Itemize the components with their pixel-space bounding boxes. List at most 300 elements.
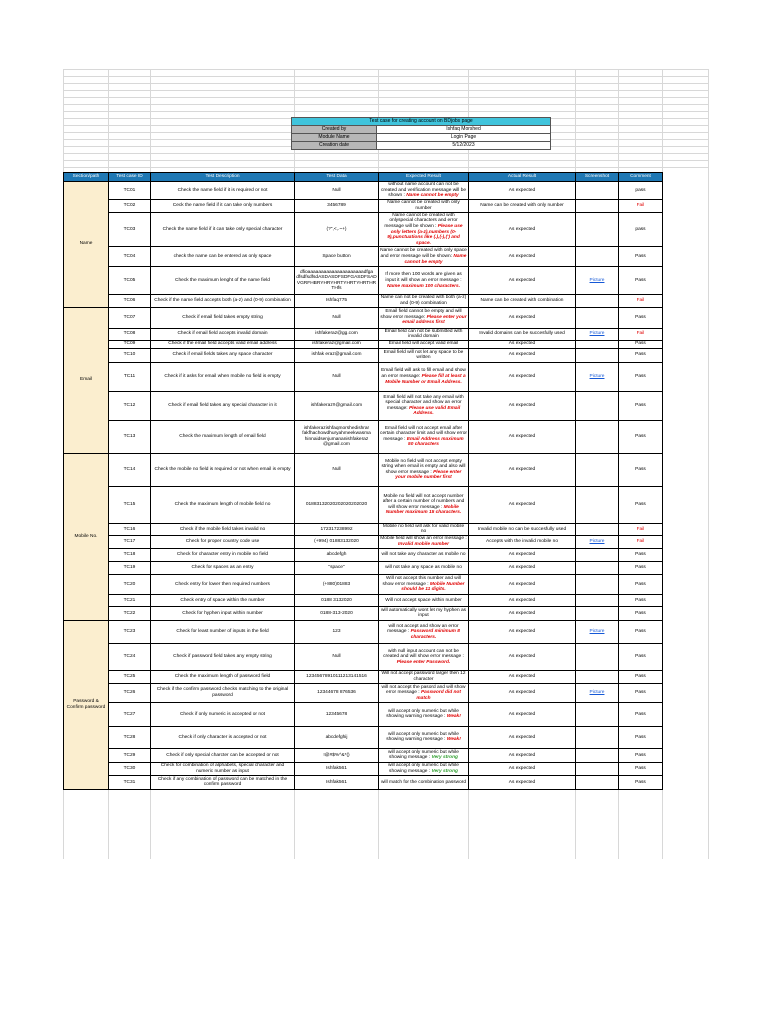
test-case-id: TC19 <box>109 561 151 574</box>
screenshot-link[interactable]: Picture <box>589 373 605 379</box>
actual-result: As expected <box>469 574 576 594</box>
expected-result <box>379 307 469 328</box>
test-data: Null <box>295 182 379 200</box>
test-description: Check entry of space within the number <box>151 594 295 606</box>
info-value: Login Page <box>377 134 551 142</box>
expected-text: Email field will not take any email with special character and show an error message: <box>383 394 464 411</box>
test-description: Check the maximum length of mobile field no <box>151 486 295 523</box>
info-value: Ishfaq Morshed <box>377 126 551 134</box>
expected-result <box>379 683 469 702</box>
table-row <box>64 548 663 561</box>
table-row <box>64 748 663 762</box>
comment-status: Pass <box>619 748 663 762</box>
info-key: Creation date <box>292 142 377 150</box>
expected-result <box>379 561 469 574</box>
expected-result <box>379 523 469 535</box>
expected-message: Password minimum 8 characters. <box>410 629 460 640</box>
test-data: ishfakerazishfaqmorshedishrar fakfhachowdhuryahmeekwasma hinnaidsenjumananishfakeraz @gmail.com <box>295 420 379 453</box>
test-data: 12344678 876536 <box>295 683 379 702</box>
gridline <box>63 111 708 112</box>
info-key: Module Name <box>292 134 377 142</box>
table-row <box>64 267 663 295</box>
expected-message: Please use only letters (a-z),numbers (0-9),punctuations like (.),(-),(') and space. <box>387 223 463 246</box>
test-case-id: TC22 <box>109 606 151 620</box>
test-description: Check if the mobile field takes invalid no <box>151 523 295 535</box>
info-block <box>291 117 551 150</box>
table-row <box>64 574 663 594</box>
actual-result: As expected <box>469 702 576 726</box>
table-row <box>64 362 663 391</box>
expected-message: Mobile Number maximum 15 characters. <box>385 504 462 516</box>
test-case-id: TC12 <box>109 391 151 420</box>
test-case-id: TC06 <box>109 295 151 307</box>
table-row <box>64 535 663 548</box>
gridline <box>63 69 708 70</box>
expected-message: Weak! <box>446 737 461 743</box>
comment-status: Pass <box>619 775 663 789</box>
table-header-row <box>64 173 663 182</box>
test-description: Check if the name field accepts both (a-z) and (0-9) combination <box>151 295 295 307</box>
test-case-id: TC27 <box>109 702 151 726</box>
section-label: Name <box>64 182 109 308</box>
actual-result: As expected <box>469 182 576 200</box>
info-value: 5/12/2023 <box>377 142 551 150</box>
comment-status: Pass <box>619 762 663 775</box>
screenshot-cell <box>576 295 619 307</box>
test-data: 172317238992 <box>295 523 379 535</box>
table-row <box>64 340 663 348</box>
expected-result <box>379 643 469 670</box>
test-description: Check if email field takes empty string <box>151 307 295 328</box>
test-data: Null <box>295 362 379 391</box>
comment-status: Pass <box>619 307 663 328</box>
screenshot-cell <box>576 594 619 606</box>
expected-text: Name cannot be created with only number <box>387 200 460 211</box>
expected-result <box>379 548 469 561</box>
screenshot-cell <box>576 328 619 340</box>
test-description: Check the name field if it is required or not <box>151 182 295 200</box>
comment-status: Pass <box>619 453 663 486</box>
screenshot-cell <box>576 453 619 486</box>
expected-result <box>379 247 469 267</box>
screenshot-cell <box>576 548 619 561</box>
screenshot-cell <box>576 307 619 328</box>
test-description: Check if only character is accepted or not <box>151 726 295 748</box>
comment-status: Fail <box>619 328 663 340</box>
test-case-id: TC10 <box>109 348 151 362</box>
expected-message: Very strong <box>431 755 458 761</box>
expected-text: Email field will ask to fill email and show an error message: <box>381 368 466 379</box>
expected-message: Invalid mobile number <box>398 541 449 547</box>
section-label: Mobile No. <box>64 453 109 620</box>
screenshot-link[interactable]: Picture <box>589 331 605 337</box>
actual-result: As expected <box>469 247 576 267</box>
test-case-id: TC15 <box>109 486 151 523</box>
comment-status: Pass <box>619 548 663 561</box>
expected-text: Email field will not let any space to be written <box>383 349 464 361</box>
actual-result: As expected <box>469 340 576 348</box>
actual-result: Name can be created with combination <box>469 295 576 307</box>
test-case-table <box>63 172 663 790</box>
test-description: Check the mobile no field is required or not when email is empty <box>151 453 295 486</box>
expected-message: Weak! <box>446 714 461 720</box>
expected-text: Mobile no field will ask for valid mobile no <box>382 523 465 535</box>
expected-result <box>379 762 469 775</box>
test-data: "space" <box>295 561 379 574</box>
test-description: check the name can be entered as only space <box>151 247 295 267</box>
test-data: 0188 3132020 <box>295 594 379 606</box>
comment-status: Pass <box>619 420 663 453</box>
screenshot-cell <box>576 670 619 683</box>
test-data: Ishfak561 <box>295 775 379 789</box>
table-row <box>64 182 663 200</box>
test-case-id: TC18 <box>109 548 151 561</box>
table-row <box>64 702 663 726</box>
expected-result <box>379 182 469 200</box>
test-description: Check if only numeric is accepted or not <box>151 702 295 726</box>
expected-text: will automatically wont let my hyphen as input <box>380 607 467 619</box>
test-data: 12345678910111213141516 <box>295 670 379 683</box>
expected-text: will accept only numeric but while showing message : <box>388 763 459 774</box>
screenshot-cell <box>576 748 619 762</box>
expected-result <box>379 362 469 391</box>
comment-status: Pass <box>619 340 663 348</box>
expected-text: Email field cannot be empty and will show error message: <box>380 309 462 320</box>
actual-result: As expected <box>469 420 576 453</box>
actual-result: As expected <box>469 643 576 670</box>
header-description: Test Description <box>151 173 295 182</box>
expected-message: Very strong <box>431 768 458 774</box>
expected-result <box>379 340 469 348</box>
test-data: !@#$%^&*() <box>295 748 379 762</box>
test-data: ishfak eraz@gmail.com <box>295 348 379 362</box>
test-description: Check for character entry in mobile no field <box>151 548 295 561</box>
test-data: Null <box>295 453 379 486</box>
screenshot-link[interactable]: Picture <box>589 690 605 696</box>
test-data: ishfakeraz@gmail.com <box>295 340 379 348</box>
test-case-id: TC28 <box>109 726 151 748</box>
comment-status: Fail <box>619 523 663 535</box>
table-row <box>64 247 663 267</box>
test-case-id: TC16 <box>109 523 151 535</box>
screenshot-cell <box>576 362 619 391</box>
expected-text: without name account can not be created and verification message will be shown : <box>380 182 467 199</box>
test-case-id: TC04 <box>109 247 151 267</box>
table-row <box>64 328 663 340</box>
test-case-id: TC21 <box>109 594 151 606</box>
expected-message: Please fill at least a Mobile Number or Email Address. <box>385 373 466 385</box>
test-case-id: TC03 <box>109 212 151 247</box>
test-description: Check for spaces as an entry <box>151 561 295 574</box>
comment-status: Pass <box>619 620 663 643</box>
test-case-id: TC30 <box>109 762 151 775</box>
test-data: dfioaaaaaaaaaaaaaaaaaaaaadfga dfsdfsdfsdASDASDFSDFGASDFSADVGRFHBRYHRYHRTYHRTYHRTHRTHfs <box>295 267 379 295</box>
expected-result <box>379 453 469 486</box>
table-row <box>64 391 663 420</box>
test-data: abcdefgh <box>295 548 379 561</box>
expected-message: Name cannot be empty <box>404 254 467 265</box>
expected-result <box>379 420 469 453</box>
test-case-id: TC02 <box>109 199 151 212</box>
test-description: Check if email fields takes any space character <box>151 348 295 362</box>
expected-result <box>379 620 469 643</box>
test-data: Ishfaq775 <box>295 295 379 307</box>
test-data: 01883132020202020202020 <box>295 486 379 523</box>
gridline <box>63 153 708 154</box>
actual-result: As expected <box>469 670 576 683</box>
table-row <box>64 643 663 670</box>
table-row <box>64 295 663 307</box>
screenshot-cell <box>576 247 619 267</box>
expected-text: Email field will not accept email after certain character limit and will show error message : <box>380 425 467 442</box>
header-actual: Actual Result <box>469 173 576 182</box>
screenshot-cell <box>576 775 619 789</box>
expected-text: will not accept and show an error message : <box>387 623 459 635</box>
actual-result: Accepts with the invalid mobile no <box>469 535 576 548</box>
expected-message: Name cannot be empty <box>406 193 459 199</box>
screenshot-cell <box>576 340 619 348</box>
expected-message: Email Address maximum 50 characters <box>406 436 464 448</box>
actual-result: As expected <box>469 486 576 523</box>
test-description: Check for proper country code use <box>151 535 295 548</box>
comment-status: Pass <box>619 362 663 391</box>
screenshot-cell <box>576 762 619 775</box>
test-case-id: TC09 <box>109 340 151 348</box>
actual-result: As expected <box>469 762 576 775</box>
test-case-id: TC11 <box>109 362 151 391</box>
actual-result: As expected <box>469 620 576 643</box>
comment-status: Pass <box>619 726 663 748</box>
screenshot-cell <box>576 486 619 523</box>
header-comment: Comment <box>619 173 663 182</box>
header-data: Test Data <box>295 173 379 182</box>
expected-text: will not take any character as mobile no <box>381 552 466 558</box>
actual-result: Invalid mobile no can be succesfully used <box>469 523 576 535</box>
screenshot-link[interactable]: Picture <box>589 629 605 635</box>
comment-status: Pass <box>619 391 663 420</box>
comment-status: Pass <box>619 561 663 574</box>
expected-text: Email field will accept valid email <box>388 341 459 347</box>
test-description: Check if email field takes any special character in it <box>151 391 295 420</box>
expected-text: will accept only numeric but while showing message : <box>388 749 459 761</box>
comment-status: Pass <box>619 486 663 523</box>
test-case-id: TC20 <box>109 574 151 594</box>
gridline <box>63 83 708 84</box>
gridline <box>63 104 708 105</box>
screenshot-cell <box>576 726 619 748</box>
table-row <box>64 307 663 328</box>
table-row <box>64 348 663 362</box>
screenshot-cell <box>576 620 619 643</box>
comment-status: Pass <box>619 348 663 362</box>
info-key: Created by <box>292 126 377 134</box>
comment-status: pass <box>619 182 663 200</box>
gridline <box>63 97 708 98</box>
section-label: Email <box>64 307 109 453</box>
expected-result <box>379 212 469 247</box>
table-row <box>64 561 663 574</box>
expected-result <box>379 594 469 606</box>
expected-message: Mobile Number should be 11 digits. <box>401 581 465 593</box>
screenshot-cell <box>576 348 619 362</box>
expected-text: will accept only numeric but while showing warning message : <box>386 731 459 743</box>
expected-text: Mobile no field will not accept empty string when email is empty and also will show error message : <box>381 458 466 475</box>
comment-status: Pass <box>619 247 663 267</box>
test-case-id: TC25 <box>109 670 151 683</box>
actual-result: As expected <box>469 748 576 762</box>
header-expected: Expected Result <box>379 173 469 182</box>
expected-text: Name cannot be created with onlyspecial characters and error message will be shown : <box>384 212 458 229</box>
actual-result: As expected <box>469 212 576 247</box>
test-data: ishfakeraz@gg.com <box>295 328 379 340</box>
expected-result <box>379 606 469 620</box>
expected-message: Password did not match <box>416 690 461 701</box>
test-data: Ishfak561 <box>295 762 379 775</box>
actual-result: As expected <box>469 594 576 606</box>
screenshot-cell <box>576 702 619 726</box>
expected-text: Will not accept space within number <box>385 597 462 603</box>
table-row <box>64 523 663 535</box>
test-data: Space button <box>295 247 379 267</box>
test-description: Check for least number of inputs in the field <box>151 620 295 643</box>
screenshot-cell <box>576 182 619 200</box>
table-row <box>64 762 663 775</box>
comment-status: Fail <box>619 199 663 212</box>
test-description: Check for combination of alphabets, special character and numeric number as input <box>151 762 295 775</box>
actual-result: As expected <box>469 561 576 574</box>
expected-text: If more then 100 words are given as input it will show an error message : <box>385 272 462 284</box>
screenshot-cell <box>576 574 619 594</box>
actual-result: As expected <box>469 267 576 295</box>
expected-text: Mobile field will show an error message : <box>380 536 467 542</box>
screenshot-link[interactable]: Picture <box>589 539 605 545</box>
actual-result: As expected <box>469 726 576 748</box>
comment-status: Pass <box>619 267 663 295</box>
expected-text: Name can not be created with both (a-z) and (0-9) combination <box>380 295 467 306</box>
expected-text: Email field can not be submitted with invalid domain <box>384 328 463 340</box>
test-data: abcdefghij <box>295 726 379 748</box>
actual-result: Invalid domains can be succesfully used <box>469 328 576 340</box>
expected-result <box>379 328 469 340</box>
test-description: Check if only special charcter can be accepted or not <box>151 748 295 762</box>
comment-status: Pass <box>619 574 663 594</box>
table-row <box>64 486 663 523</box>
header-id: Test case ID <box>109 173 151 182</box>
comment-status: Pass <box>619 683 663 702</box>
table-row <box>64 453 663 486</box>
actual-result: As expected <box>469 391 576 420</box>
test-data: Null <box>295 307 379 328</box>
actual-result: As expected <box>469 683 576 702</box>
expected-message: Please enter your mobile number first <box>395 469 462 481</box>
actual-result: As expected <box>469 775 576 789</box>
expected-result <box>379 295 469 307</box>
test-description: Check entry for lower then required numbers <box>151 574 295 594</box>
comment-status: Pass <box>619 643 663 670</box>
expected-result <box>379 574 469 594</box>
expected-result <box>379 726 469 748</box>
test-description: Check if password field takes any empty string <box>151 643 295 670</box>
expected-text: will not accept the pasord and will show error message : <box>381 684 466 696</box>
table-row <box>64 212 663 247</box>
header-section: Section/path <box>64 173 109 182</box>
sheet-title: Test case for creating account on BDjobs page <box>292 118 551 126</box>
test-case-id: TC05 <box>109 267 151 295</box>
expected-text: Mobile no field will not accept number after a certain number of numbers and will show error message : <box>382 493 465 510</box>
screenshot-cell <box>576 561 619 574</box>
gridline <box>63 76 708 77</box>
expected-result <box>379 267 469 295</box>
expected-result <box>379 670 469 683</box>
table-row <box>64 670 663 683</box>
screenshot-link[interactable]: Picture <box>589 278 605 284</box>
gridline <box>63 160 708 161</box>
test-case-id: TC13 <box>109 420 151 453</box>
test-data: 3456789 <box>295 199 379 212</box>
test-description: Check the maximum length of password field <box>151 670 295 683</box>
expected-result <box>379 702 469 726</box>
screenshot-cell <box>576 683 619 702</box>
screenshot-cell <box>576 267 619 295</box>
expected-message: Please use valid Email Address. <box>408 405 461 417</box>
table-row <box>64 199 663 212</box>
screenshot-cell <box>576 391 619 420</box>
test-description: Check if the confirm password checks matching to the original password <box>151 683 295 702</box>
expected-message: Please enter your email address first <box>402 314 467 326</box>
table-row <box>64 775 663 789</box>
comment-status: Pass <box>619 606 663 620</box>
screenshot-cell <box>576 199 619 212</box>
screenshot-cell <box>576 212 619 247</box>
gridline <box>63 90 708 91</box>
test-data: ishfakeraz!!@gmail.com <box>295 391 379 420</box>
comment-status: pass <box>619 212 663 247</box>
gridline <box>708 69 709 859</box>
expected-text: with null input account can not be created and will show error message : <box>383 648 464 660</box>
actual-result: As expected <box>469 348 576 362</box>
expected-text: will match for the combination password <box>380 779 467 785</box>
actual-result: As expected <box>469 362 576 391</box>
test-case-id: TC14 <box>109 453 151 486</box>
test-data: 123 <box>295 620 379 643</box>
expected-result <box>379 348 469 362</box>
expected-result <box>379 391 469 420</box>
expected-result <box>379 486 469 523</box>
test-case-id: TC07 <box>109 307 151 328</box>
test-data: (?",<,.~+) <box>295 212 379 247</box>
table-row <box>64 726 663 748</box>
screenshot-cell <box>576 643 619 670</box>
test-description: Check if any combination of password can be matched in the confirm password <box>151 775 295 789</box>
expected-text: Name cannot be created with only space and error message will be shown: <box>380 248 467 260</box>
expected-result <box>379 535 469 548</box>
test-description: Check the name field if it can take only special character <box>151 212 295 247</box>
table-row <box>64 420 663 453</box>
test-case-id: TC31 <box>109 775 151 789</box>
table-row <box>64 594 663 606</box>
table-row <box>64 606 663 620</box>
test-description: Check for hyphen input within number <box>151 606 295 620</box>
actual-result: Name can be created with only number <box>469 199 576 212</box>
test-description: Check if email field accepts invalid domain <box>151 328 295 340</box>
table-row <box>64 683 663 702</box>
test-description: Check the maximum length of email field <box>151 420 295 453</box>
actual-result: As expected <box>469 307 576 328</box>
screenshot-cell <box>576 523 619 535</box>
actual-result: As expected <box>469 606 576 620</box>
actual-result: As expected <box>469 453 576 486</box>
expected-text: will not take any space as mobile no <box>385 565 462 571</box>
